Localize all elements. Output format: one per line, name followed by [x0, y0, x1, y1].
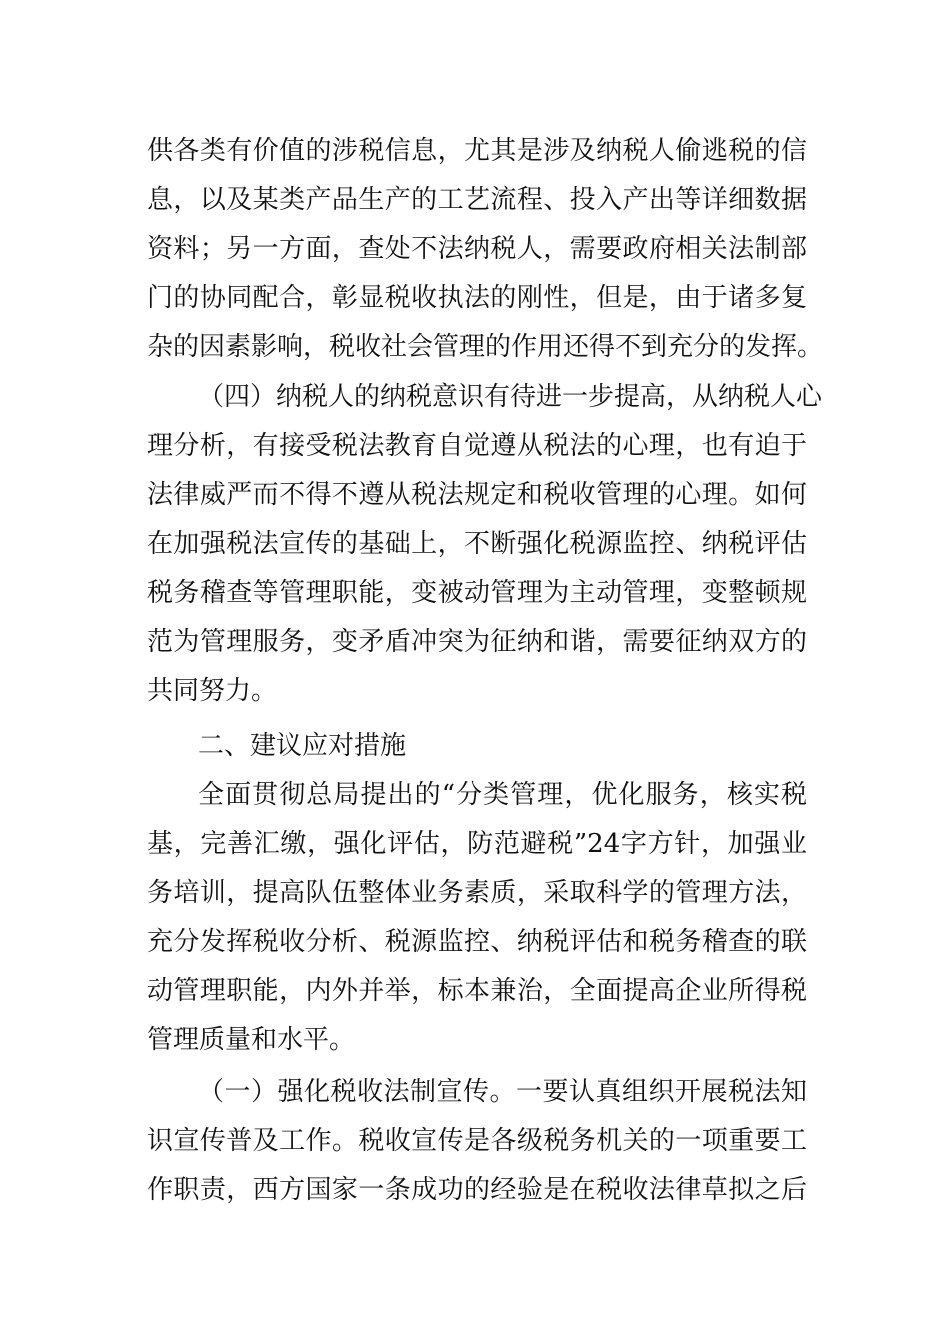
- text-line: 作职责，西方国家一条成功的经验是在税收法律草拟之后: [147, 1175, 807, 1205]
- text-line: 息，以及某类产品生产的工艺流程、投入产出等详细数据: [147, 185, 807, 215]
- text-line: （四）纳税人的纳税意识有待进一步提高，从纳税人心: [198, 382, 823, 412]
- text-line: 共同努力。: [147, 676, 278, 706]
- text-line: 税务稽查等管理职能，变被动管理为主动管理，变整顿规: [147, 578, 807, 608]
- text-line: 管理质量和水平。: [147, 1025, 356, 1055]
- text-line: 杂的因素影响，税收社会管理的作用还得不到充分的发挥。: [147, 332, 824, 362]
- text-line: 法律威严而不得不遵从税法规定和税收管理的心理。如何: [147, 480, 807, 510]
- text-line: 在加强税法宣传的基础上，不断强化税源监控、纳税评估: [147, 529, 807, 559]
- text-line: 充分发挥税收分析、税源监控、纳税评估和税务稽查的联: [147, 927, 807, 957]
- text-line: 识宣传普及工作。税收宣传是各级税务机关的一项重要工: [147, 1126, 807, 1156]
- text-line: （一）强化税收法制宣传。一要认真组织开展税法知: [198, 1077, 807, 1107]
- text-line: 全面贯彻总局提出的“分类管理，优化服务，核实税: [198, 780, 807, 810]
- text-line: 务培训，提高队伍整体业务素质，采取科学的管理方法，: [147, 878, 807, 908]
- text-line: 资料；另一方面，查处不法纳税人，需要政府相关法制部: [147, 234, 807, 264]
- text-line: 供各类有价值的涉税信息，尤其是涉及纳税人偷逃税的信: [147, 136, 807, 166]
- text-line: 动管理职能，内外并举，标本兼治，全面提高企业所得税: [147, 976, 807, 1006]
- text-line: 基，完善汇缴，强化评估，防范避税”24字方针，加强业: [147, 829, 807, 859]
- text-line: 门的协同配合，彰显税收执法的刚性，但是，由于诸多复: [147, 283, 807, 313]
- section-heading: 二、建议应对措施: [198, 731, 407, 761]
- text-line: 理分析，有接受税法教育自觉遵从税法的心理，也有迫于: [147, 431, 807, 461]
- text-line: 范为管理服务，变矛盾冲突为征纳和谐，需要征纳双方的: [147, 627, 807, 657]
